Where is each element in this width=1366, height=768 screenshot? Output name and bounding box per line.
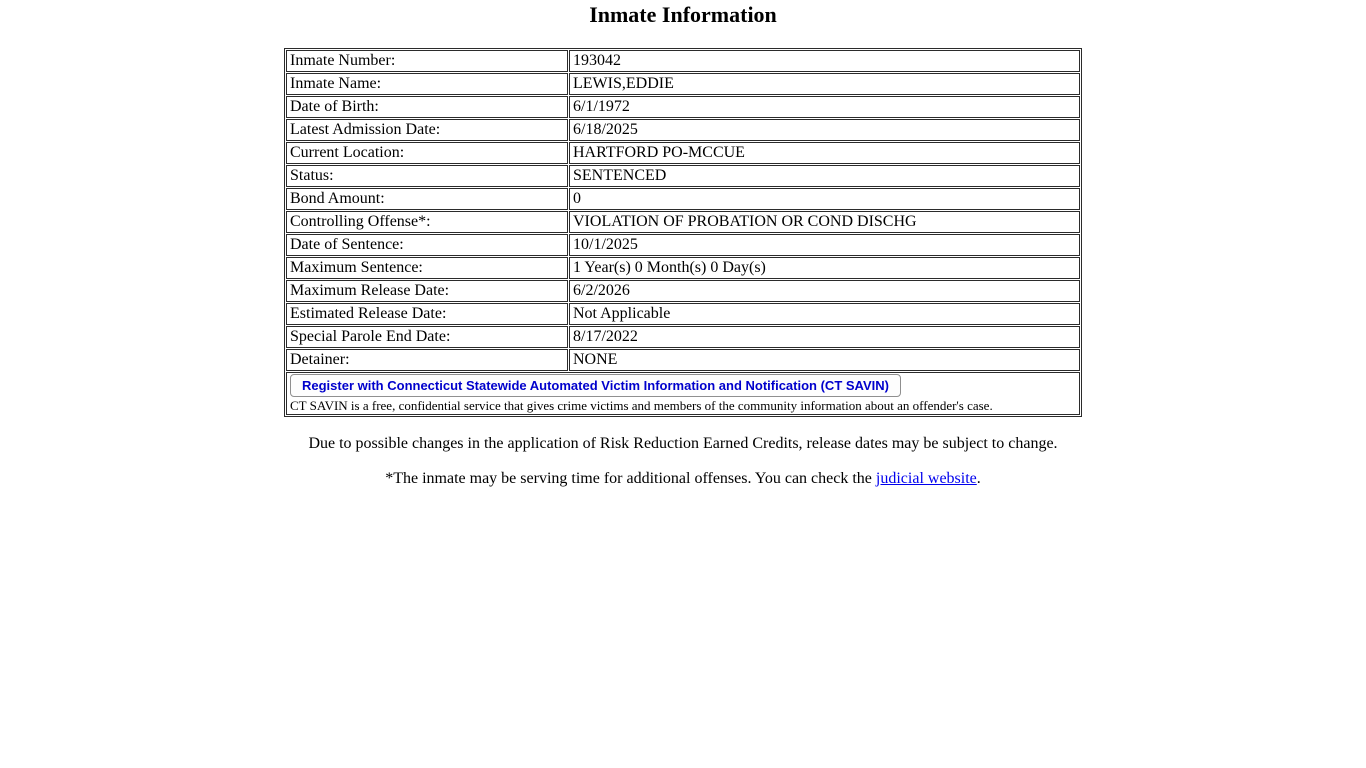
field-label: Maximum Release Date: xyxy=(286,280,568,302)
table-row xyxy=(286,257,1080,279)
field-value: SENTENCED xyxy=(569,165,1080,187)
table-row xyxy=(286,349,1080,371)
field-label: Status: xyxy=(286,165,568,187)
table-row xyxy=(286,119,1080,141)
field-value: VIOLATION OF PROBATION OR COND DISCHG xyxy=(569,211,1080,233)
field-value: 6/1/1972 xyxy=(569,96,1080,118)
field-label: Detainer: xyxy=(286,349,568,371)
field-value: 6/2/2026 xyxy=(569,280,1080,302)
table-row xyxy=(286,303,1080,325)
field-label: Estimated Release Date: xyxy=(286,303,568,325)
savin-row xyxy=(286,372,1080,415)
judicial-website-link[interactable]: judicial website xyxy=(875,470,977,487)
field-value: 6/18/2025 xyxy=(569,119,1080,141)
additional-offenses-note-period: . xyxy=(976,470,981,487)
additional-offenses-note-text: *The inmate may be serving time for additional offenses. You can check the xyxy=(385,470,876,487)
table-row xyxy=(286,96,1080,118)
field-value: LEWIS,EDDIE xyxy=(569,73,1080,95)
ct-savin-register-button[interactable]: Register with Connecticut Statewide Automated Victim Information and Notification (CT SAVIN) xyxy=(290,374,901,397)
field-value: Not Applicable xyxy=(569,303,1080,325)
field-label: Latest Admission Date: xyxy=(286,119,568,141)
inmate-table-body xyxy=(286,50,1080,371)
table-row xyxy=(286,326,1080,348)
field-label: Date of Birth: xyxy=(286,96,568,118)
field-label: Controlling Offense*: xyxy=(286,211,568,233)
field-value: 10/1/2025 xyxy=(569,234,1080,256)
additional-offenses-note xyxy=(0,471,1366,487)
field-value: HARTFORD PO-MCCUE xyxy=(569,142,1080,164)
field-value: NONE xyxy=(569,349,1080,371)
field-label: Date of Sentence: xyxy=(286,234,568,256)
table-row xyxy=(286,234,1080,256)
page-title: Inmate Information xyxy=(589,2,777,27)
field-label: Maximum Sentence: xyxy=(286,257,568,279)
risk-reduction-credits-note: Due to possible changes in the application of Risk Reduction Earned Credits, release dates may be subject to change. xyxy=(308,435,1058,452)
field-value: 8/17/2022 xyxy=(569,326,1080,348)
field-label: Bond Amount: xyxy=(286,188,568,210)
table-row xyxy=(286,50,1080,72)
table-row xyxy=(286,142,1080,164)
table-row xyxy=(286,73,1080,95)
inmate-info-table xyxy=(284,48,1082,417)
table-row xyxy=(286,165,1080,187)
field-label: Special Parole End Date: xyxy=(286,326,568,348)
ct-savin-description: CT SAVIN is a free, confidential service that gives crime victims and members of the community information about an offender's case. xyxy=(290,398,993,413)
table-row xyxy=(286,280,1080,302)
table-row xyxy=(286,211,1080,233)
savin-cell xyxy=(286,372,1080,415)
inmate-table-footer xyxy=(286,372,1080,415)
field-value: 193042 xyxy=(569,50,1080,72)
field-label: Inmate Name: xyxy=(286,73,568,95)
field-label: Current Location: xyxy=(286,142,568,164)
table-row xyxy=(286,188,1080,210)
field-label: Inmate Number: xyxy=(286,50,568,72)
field-value: 1 Year(s) 0 Month(s) 0 Day(s) xyxy=(569,257,1080,279)
field-value: 0 xyxy=(569,188,1080,210)
